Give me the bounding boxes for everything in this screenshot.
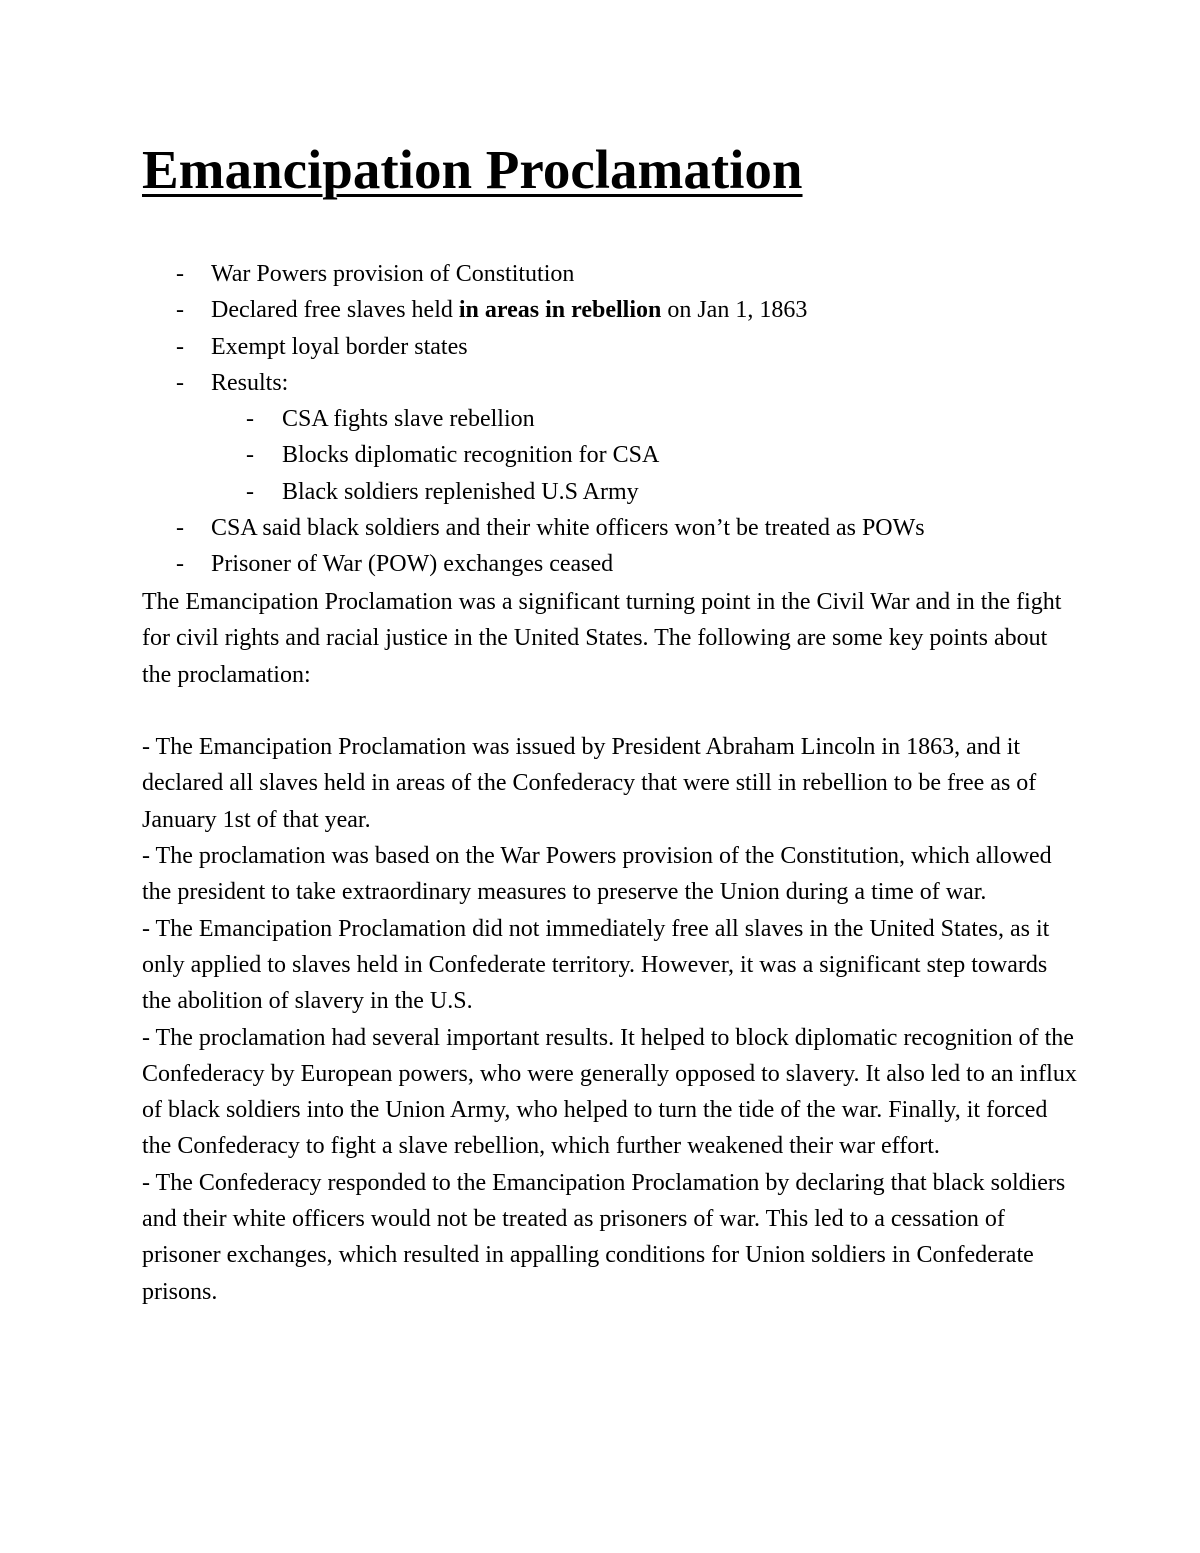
bullet-dash: -: [246, 478, 254, 505]
bullet-dash: -: [176, 369, 184, 396]
key-point-paragraph: - The Confederacy responded to the Emancipation Proclamation by declaring that black soldiers and their white officers would not be treated as prisoners of war. This led to a cessation of prisoner exchanges, which resulted in appalling conditions for Union soldiers in Confederate prisons.: [142, 1169, 1066, 1305]
bullet-dash: -: [246, 442, 254, 469]
outline-item: [142, 546, 1102, 582]
body-text: [142, 584, 1077, 1310]
key-point-paragraph: - The proclamation had several important results. It helped to block diplomatic recognition of the Confederacy by European powers, who were generally opposed to slavery. It also led to an influx of black soldiers into the Union Army, who helped to turn the tide of the war. Finally, it forced the Confederacy to fight a slave rebellion, which further weakened their war effort.: [142, 1024, 1077, 1160]
outline-item: [142, 329, 1102, 365]
outline-item-text: War Powers provision of Constitution: [211, 261, 575, 287]
outline-item: [142, 256, 1102, 292]
bullet-dash: -: [176, 551, 184, 578]
key-point-paragraph: - The Emancipation Proclamation did not immediately free all slaves in the United States, as it only applied to slaves held in Confederate territory. However, it was a significant step towards the abolition of slavery in the U.S.: [142, 915, 1050, 1015]
bullet-dash: -: [176, 515, 184, 542]
outline-item-text-before: Declared free slaves held: [211, 297, 459, 324]
outline-item: [142, 510, 1102, 546]
outline-item-bold-text: in areas in rebellion: [458, 297, 662, 324]
outline-item-text: Exempt loyal border states: [211, 333, 468, 360]
intro-paragraph: The Emancipation Proclamation was a significant turning point in the Civil War and in the fight for civil rights and racial justice in the United States. The following are some key points about the proclamation:: [142, 589, 1062, 688]
outline-subitem: [142, 474, 1102, 510]
outline-item: [142, 365, 1102, 401]
outline-item-text: Prisoner of War (POW) exchanges ceased: [211, 551, 614, 578]
outline-item-text: CSA said black soldiers and their white officers won’t be treated as POWs: [211, 515, 925, 542]
page-title: Emancipation Proclamation: [142, 139, 803, 200]
bullet-dash: -: [246, 406, 254, 433]
outline-subitem-text: Black soldiers replenished U.S Army: [282, 478, 639, 505]
bullet-dash: -: [176, 297, 184, 324]
outline-item-text: Results:: [211, 369, 289, 396]
key-point-paragraph: - The proclamation was based on the War Powers provision of the Constitution, which allowed the president to take extraordinary measures to preserve the Union during a time of war.: [142, 843, 1052, 906]
outline-subitem: [142, 437, 1102, 473]
outline-subitem-text: CSA fights slave rebellion: [282, 406, 535, 433]
outline-item-text-after: on Jan 1, 1863: [661, 297, 808, 324]
outline-subitem: [142, 401, 1102, 437]
bullet-dash: -: [176, 333, 184, 360]
key-point-paragraph: - The Emancipation Proclamation was issued by President Abraham Lincoln in 1863, and it declared all slaves held in areas of the Confederacy that were still in rebellion to be free as of January 1st of that year.: [142, 734, 1037, 833]
outline-list: [142, 256, 1102, 583]
paragraph-spacer: [142, 693, 1077, 729]
outline-item: [142, 292, 1102, 328]
bullet-dash: -: [176, 261, 184, 287]
outline-subitem-text: Blocks diplomatic recognition for CSA: [282, 442, 660, 469]
